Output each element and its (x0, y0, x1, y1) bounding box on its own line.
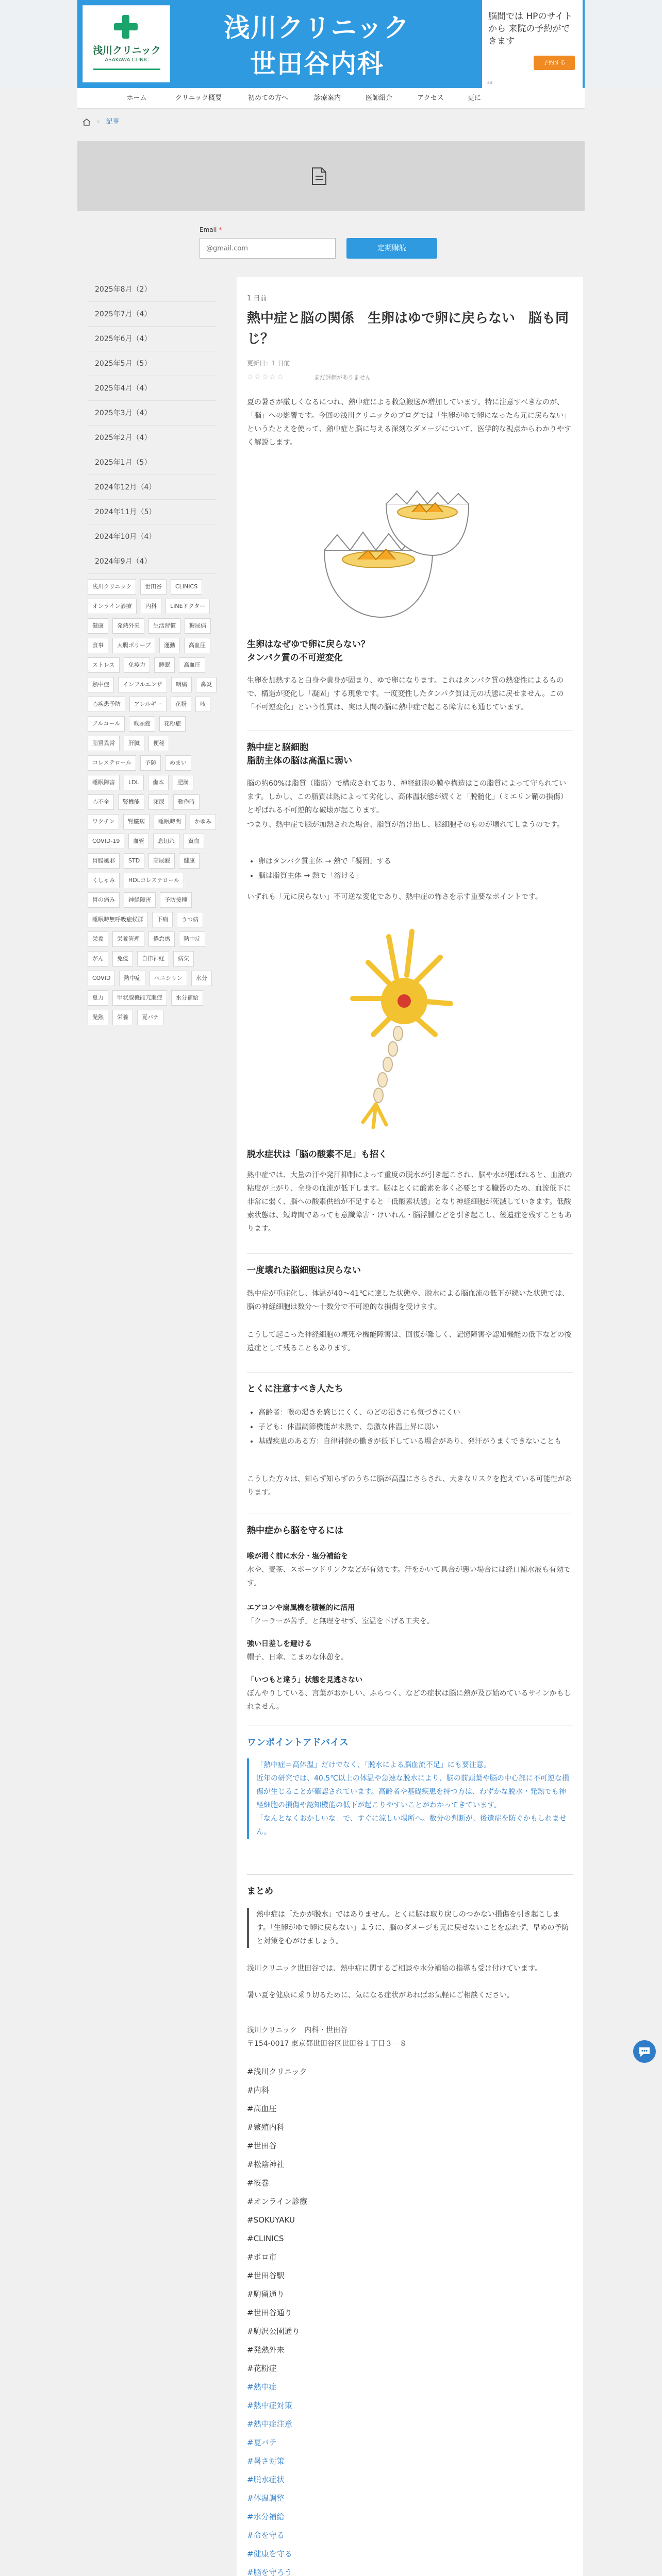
hashtag: #世田谷 (247, 2141, 277, 2150)
bullet-item: • 脳は脂質主体 → 熱で「溶ける」 (258, 869, 573, 883)
section-body: 生卵を加熱すると白身や黄身が固まり、ゆで卵になります。これはタンパク質の熱変性によるもので、構造が変化し「凝固」する現象です。一度変性したタンパク質は元の状態に戻せません。この「不可逆変化」という性質は、実は人間の脳に熱中症で起こる障害にも通じています。 (247, 676, 564, 711)
article-title: 熱中症と脳の関係 生卵はゆで卵に戻らない 脳も同じ？ (247, 311, 569, 347)
section-body: つまり、熱中症で脳が加熱された場合、脂質が溶け出し、脳細胞そのものが壊れてしまうのです。 (247, 821, 564, 829)
chat-icon (633, 2040, 656, 2063)
archive-item[interactable]: 2024年9月（4） (88, 549, 217, 574)
hashtag-link[interactable]: #熱中症注意 (247, 2419, 292, 2429)
clinic-address: 〒154-0017 東京都世田谷区世田谷１丁目３－８ (247, 2040, 407, 2048)
hashtag: #高血圧 (247, 2104, 277, 2113)
sidebar-tag[interactable]: HDLコレステロール (124, 873, 184, 888)
sidebar-tag[interactable]: かゆみ (190, 814, 216, 829)
sidebar-tag[interactable]: オンライン診療 (88, 599, 137, 614)
hashtag: #駒留通り (247, 2290, 285, 2299)
archive-item[interactable]: 2025年4月（4） (88, 376, 217, 401)
post-age: 1 日前 (247, 295, 267, 302)
sidebar-tag[interactable]: 運動 (159, 638, 180, 653)
sidebar-tag[interactable]: がん (88, 951, 108, 967)
sidebar-tag[interactable]: 健康 (179, 853, 200, 869)
ad-text: 脳間では HPのサイトから 来院の予約ができます (488, 11, 573, 46)
cracked-egg-illustration (309, 473, 474, 622)
tip-box: 「熱中症＝高体温」だけでなく、「脱水による脳血流不足」にも要注意。 近年の研究では、40.5℃以上の体温や急速な脱水により、脳の前頭葉や脳の中心部に不可逆な損傷が生じることが確認されています。高齢者や基礎疾患を持つ方は、わずかな脱水・発熱でも神経細胞の損傷や認知機能の低下が起こりやすいことがわかってきています。 「なんとなくおかしいな」で、すぐに涼しい場所へ。数分の判断が、後遺症を防ぐかもしれません。 (247, 1758, 573, 1839)
sidebar-tag[interactable]: 歯本 (148, 775, 169, 790)
ad-footer: ad (487, 80, 492, 85)
sidebar-tag[interactable]: 発熱外来 (112, 618, 144, 634)
sidebar-tag[interactable]: めまい (165, 755, 191, 771)
closing-text: 浅川クリニック世田谷では、熱中症に関するご相談や水分補給の指導も受け付けています。 (247, 1964, 542, 1973)
tip-heading: 喉が渇く前に水分・塩分補給を (247, 1552, 348, 1561)
archive-item[interactable]: 2025年2月（4） (88, 426, 217, 450)
main-nav (77, 88, 585, 109)
hashtag: #松陰神社 (247, 2160, 285, 2169)
sidebar-tag[interactable]: コレステロール (88, 755, 136, 771)
rating-stars[interactable]: ☆☆☆☆☆ まだ評価がありません (247, 373, 371, 381)
email-label: Email * (200, 226, 222, 233)
site-title-line1[interactable]: 浅川クリニック (224, 13, 410, 43)
breadcrumb-separator: › (97, 118, 100, 126)
archive-item[interactable]: 2025年5月（5） (88, 351, 217, 376)
clinic-logo[interactable] (82, 5, 170, 82)
hashtag: #世田谷駅 (247, 2271, 285, 2280)
ad-cta-button[interactable]: 予約する (534, 56, 575, 70)
section-divider (247, 1874, 573, 1875)
tip-heading: エアコンや扇風機を積極的に活用 (247, 1604, 355, 1612)
hashtag: #繁殖内科 (247, 2123, 285, 2132)
section-body: いずれも「元に戻らない」不可逆な変化であり、熱中症の怖さを示す重要なポイントです。 (247, 893, 542, 901)
hashtag-link[interactable]: #水分補給 (247, 2512, 285, 2521)
section-body: 帽子、日傘、こまめな休憩を。 (247, 1653, 348, 1662)
home-icon[interactable] (82, 118, 91, 126)
sidebar-tag[interactable]: 喉頭癌 (129, 716, 155, 732)
section-body: 「クーラーが苦手」と無理をせず、室温を下げる工夫を。 (247, 1617, 434, 1625)
sidebar-tag[interactable]: 動作時 (173, 794, 200, 810)
sidebar-tag[interactable]: 神経障害 (124, 892, 156, 908)
sidebar-tag[interactable]: ペニシリン (150, 971, 187, 986)
sidebar-tag[interactable]: 免疫 (112, 951, 133, 967)
sidebar-tag[interactable]: アレルギー (129, 697, 167, 712)
sidebar-tag[interactable]: 内科 (141, 599, 161, 614)
sidebar-tag[interactable]: ワクチン (88, 814, 119, 829)
bullet-item: • 卵はタンパク質主体 → 熱で「凝固」する (258, 854, 573, 869)
header-ad[interactable] (482, 0, 583, 88)
sidebar-tag[interactable]: 栄養 (112, 1010, 133, 1025)
closing-text: 暑い夏を健康に乗り切るために、気になる症状があればお気軽にご相談ください。 (247, 1991, 514, 1999)
breadcrumb (82, 116, 120, 128)
section-divider (247, 1253, 573, 1254)
document-icon (311, 167, 327, 185)
sidebar-tag[interactable]: 熱中症 (119, 971, 145, 986)
bullet-item: • 子ども：体温調節機能が未熟で、急激な体温上昇に弱い (258, 1420, 573, 1434)
archive-item[interactable]: 2025年7月（4） (88, 302, 217, 327)
sidebar-tag[interactable]: 咽痛 (171, 677, 192, 692)
sidebar-tag[interactable]: インフルエンザ (118, 677, 167, 692)
sidebar-tag[interactable]: 水分 (191, 971, 212, 986)
section-body: 脳の約60%は脂質（脂肪）で構成されており、神経細胞の膜や構造はこの脂質によって守られています。しかし、この脂質は熱によって劣化し、高体温状態が続くと「脱髄化」（ミエリン鞘の損傷）と呼ばれる不可逆的な破壊が起こります。 (247, 779, 568, 815)
sidebar-tag[interactable]: 大腸ポリープ (112, 638, 155, 653)
sidebar-tag[interactable]: 倦怠感 (148, 931, 175, 947)
nav-item-access[interactable]: アクセス (417, 94, 444, 102)
tip-heading: 「いつもと違う」状態を見逃さない (247, 1676, 362, 1684)
hashtag: #筱巻 (247, 2178, 269, 2188)
sidebar-tag[interactable]: 貧血 (184, 834, 204, 849)
archive-item[interactable]: 2024年12月（4） (88, 475, 217, 500)
sidebar-tag[interactable]: 浅川クリニック (88, 579, 136, 595)
sidebar-tag[interactable]: 腎臓病 (123, 814, 150, 829)
sidebar-tag[interactable]: 熱中症 (88, 677, 114, 692)
article-date: 更新日：1 日前 (247, 360, 290, 367)
sidebar-tag[interactable]: うつ病 (177, 912, 203, 927)
sidebar-tag[interactable]: 栄養管理 (112, 931, 144, 947)
hashtag: #花粉症 (247, 2364, 277, 2373)
hashtag-link[interactable]: #体温調整 (247, 2494, 285, 2503)
section-title: 一度壊れた脳細胞は戻らない (247, 1265, 361, 1276)
sidebar-tag[interactable]: 腎機能 (118, 794, 144, 810)
sidebar-tag[interactable]: 睡眠時無呼吸症候群 (88, 912, 148, 927)
clinic-name: 浅川クリニック 内科・世田谷 (247, 2026, 348, 2035)
section-title: 生卵はなぜゆで卵に戻らない？ タンパク質の不可逆変化 (247, 639, 370, 663)
archive-item[interactable]: 2025年3月（4） (88, 401, 217, 426)
sidebar-tag[interactable]: 糖尿病 (185, 618, 211, 634)
hashtag: #ポロ市 (247, 2252, 277, 2262)
sidebar-tag[interactable]: 食事 (88, 638, 108, 653)
hashtag-link[interactable]: #熱中症対策 (247, 2401, 292, 2410)
nav-item-clinic[interactable]: クリニック概要 (175, 94, 222, 102)
sidebar-tag[interactable]: 肝臓 (124, 736, 144, 751)
sidebar-tag[interactable]: 鼻炎 (196, 677, 217, 692)
nav-item-services[interactable]: 診療案内 (313, 94, 341, 102)
section-title: 熱中症と脳細胞 脂肪主体の脳は高温に弱い (247, 742, 352, 766)
nav-item-first-visit[interactable]: 初めての方へ (247, 94, 288, 102)
sidebar-tag[interactable]: 高血圧 (179, 657, 205, 673)
section-body: 熱中症では、大量の汗や発汗抑制によって重度の脱水が引き起こされ、脳や水が運ばれると、血液の粘度が上がり、全身の血流が低下します。脳はとくに酸素を多く必要とする臓器のため、血流低下に非常に弱く、脳への酸素供給が不足すると「低酸素状態」となり神経細胞が死滅していきます。低酸素状態は、短時間であっても意識障害・けいれん・脳浮腫などを引き起こし、後遺症を残すこともあります。 (247, 1171, 572, 1233)
section-body: こうした方々は、知らず知らずのうちに脳が高温にさらされ、大きなリスクを抱えている可能性があります。 (247, 1475, 572, 1497)
sidebar-tag[interactable]: 胃腸風邪 (88, 853, 120, 869)
article (237, 277, 583, 2576)
sidebar-tag[interactable]: 血管 (128, 834, 149, 849)
nav-item-doctor[interactable]: 医師紹介 (365, 94, 392, 102)
logo-text: 浅川クリニック (93, 45, 161, 56)
image-placeholder-banner (77, 141, 585, 211)
bullet-list (247, 854, 573, 883)
sidebar-tag[interactable]: 生活習慣 (148, 618, 180, 634)
hashtag-link[interactable]: #命を守る (247, 2531, 285, 2540)
bullet-list (247, 1405, 573, 1449)
sidebar-tag[interactable]: 夏バテ (137, 1010, 163, 1025)
sidebar-tag[interactable]: 花粉症 (159, 716, 186, 732)
section-body: 熱中症が重症化し、体温が40〜41℃に達した状態や、脱水による脳血流の低下が続いた状態では、脳の神経細胞は数分〜十数分で不可逆的な損傷を受けます。 (247, 1290, 570, 1311)
logo-underline (93, 69, 160, 70)
site-title-line2[interactable]: 世田谷内科 (250, 49, 384, 79)
sidebar-tag[interactable]: 熱中症 (179, 931, 205, 947)
sidebar-tag[interactable]: 胃の痛み (88, 892, 120, 908)
sidebar-tag[interactable]: LINEドクター (166, 599, 210, 614)
section-body: 水や、麦茶、スポーツドリンクなどが有効です。汗をかいて具合が悪い場合には経口補水液も有効です。 (247, 1566, 571, 1587)
email-input[interactable] (200, 238, 336, 259)
hashtag-list (247, 2062, 573, 2576)
section-title: 脱水症状は「脳の酸素不足」も招く (247, 1149, 387, 1160)
sidebar-tag[interactable]: 咳 (195, 697, 210, 712)
sidebar-tag[interactable]: CLINICS (171, 579, 202, 595)
neuron-illustration (322, 916, 482, 1132)
sidebar-tag[interactable]: 健康 (88, 618, 108, 634)
sidebar-tag[interactable]: COVID (88, 971, 115, 986)
nav-item-more[interactable]: 更に (467, 94, 481, 102)
medical-cross-icon (114, 15, 138, 39)
sidebar-tag[interactable]: 心不全 (88, 794, 114, 810)
hashtag: #駒沢公園通り (247, 2327, 300, 2336)
sidebar-tag[interactable]: 睡眠時間 (154, 814, 186, 829)
hashtag: #SOKUYAKU (247, 2215, 295, 2225)
sidebar-tag[interactable]: 世田谷 (140, 579, 167, 595)
sidebar-tag[interactable]: 息切れ (153, 834, 179, 849)
sidebar-tag[interactable]: 脂質異常 (88, 736, 120, 751)
logo-subtitle: ASAKAWA CLINIC (105, 57, 149, 63)
subscribe-button[interactable]: 定期購読 (346, 238, 437, 259)
sidebar-tag[interactable]: 花粉 (171, 697, 191, 712)
site-header (0, 0, 662, 88)
sidebar-tag[interactable]: くしゃみ (88, 873, 120, 888)
archive-item[interactable]: 2025年6月（4） (88, 327, 217, 351)
section-body: ぼんやりしている、言葉がおかしい、ふらつく、などの症状は脳に熱が及び始めているサインかもしれません。 (247, 1689, 571, 1711)
hashtag: #世田谷通り (247, 2308, 292, 2317)
article-intro: 夏の暑さが厳しくなるにつれ、熱中症による救急搬送が増加しています。特に注意すべきなのが、「脳」への影響です。今回の浅川クリニックのブログでは「生卵がゆで卵になったら元に戻らない」というたとえを使って、熱中症と脳に与える深刻なダメージについて、医学的な視点からわかりやすく解説します。 (247, 398, 571, 447)
sidebar-tag[interactable]: 予防接種 (160, 892, 192, 908)
sidebar-tag[interactable]: 頻尿 (148, 794, 169, 810)
hashtag-link[interactable]: #熱中症 (247, 2382, 277, 2392)
sidebar-tag[interactable]: LDL (124, 775, 144, 790)
summary-title: まとめ (247, 1886, 273, 1896)
sidebar-tag[interactable]: 自律神経 (137, 951, 169, 967)
hashtag-link[interactable]: #脱水症状 (247, 2475, 285, 2484)
hashtag: #浅川クリニック (247, 2067, 307, 2076)
sidebar-tag[interactable]: 睡眠障害 (88, 775, 120, 790)
hashtag-link[interactable]: #夏バテ (247, 2438, 277, 2447)
sidebar-tag[interactable]: 免疫力 (124, 657, 150, 673)
hashtag: #発熱外来 (247, 2345, 285, 2354)
sidebar-tag[interactable]: 高尿酸 (148, 853, 175, 869)
sidebar-tag[interactable]: 甲状腺機能亢進症 (112, 990, 167, 1006)
sidebar-tag[interactable]: 予防 (140, 755, 161, 771)
sidebar-tag[interactable]: 肥満 (173, 775, 193, 790)
bullet-item: • 基礎疾患のある方：自律神経の働きが低下している場合があり、発汗がうまくできないことも (258, 1434, 573, 1449)
sidebar-tag[interactable]: 心疾患予防 (88, 697, 125, 712)
sidebar-tag[interactable]: 睡眠 (154, 657, 175, 673)
nav-item-home[interactable]: ホーム (126, 94, 147, 102)
hashtag-link[interactable]: #脳を守ろう (247, 2568, 292, 2576)
sidebar-tag[interactable]: アルコール (88, 716, 125, 732)
header-margin-left (0, 0, 77, 88)
section-title: とくに注意すべき人たち (247, 1384, 343, 1394)
sidebar-tag[interactable]: 水分補給 (171, 990, 203, 1006)
tip-heading: 強い日差しを避ける (247, 1640, 312, 1648)
sidebar-tag[interactable]: ストレス (88, 657, 120, 673)
section-body: こうして起こった神経細胞の壊死や機能障害は、回復が難しく、記憶障害や認知機能の低下などの後遺症として残ることもあります。 (247, 1331, 572, 1352)
hashtag-link[interactable]: #健康を守る (247, 2549, 292, 2558)
archive-item[interactable]: 2024年11月（5） (88, 500, 217, 524)
archive-item[interactable]: 2025年8月（2） (88, 277, 217, 302)
sidebar-tag[interactable]: 発熱 (88, 1010, 108, 1025)
sidebar-tag[interactable]: 下痢 (152, 912, 173, 927)
sidebar-tag[interactable]: 夏力 (88, 990, 108, 1006)
tip-title: ワンポイントアドバイス (247, 1737, 349, 1748)
sidebar-tag[interactable]: 高血圧 (184, 638, 210, 653)
section-title: 熱中症から脳を守るには (247, 1526, 343, 1536)
sidebar-tag[interactable]: 病気 (173, 951, 194, 967)
hashtag: #オンライン診療 (247, 2197, 308, 2206)
sidebar-tag[interactable]: 便秘 (148, 736, 169, 751)
hashtag: #CLINICS (247, 2234, 284, 2243)
rating-note: まだ評価がありません (314, 374, 371, 381)
breadcrumb-current[interactable]: 記事 (106, 118, 120, 126)
sidebar-tag[interactable]: STD (124, 853, 144, 869)
sidebar-tag[interactable]: COVID-19 (88, 834, 124, 849)
hashtag-link[interactable]: #暑さ対策 (247, 2456, 285, 2466)
archive-item[interactable]: 2025年1月（5） (88, 450, 217, 475)
chat-button[interactable] (633, 2040, 656, 2063)
summary-box: 熱中症は「たかが脱水」ではありません。とくに脳は取り戻しのつかない損傷を引き起こします。「生卵がゆで卵に戻らない」ように、脳のダメージも元に戻せないことを忘れず、早めの予防と対策を心がけましょう。 (247, 1908, 573, 1948)
header-margin-right (585, 0, 662, 88)
hashtag: #内科 (247, 2086, 269, 2095)
sidebar-archive (88, 277, 217, 574)
bullet-item: • 高齢者：喉の渇きを感じにくく、のどの渇きにも気づきにくい (258, 1405, 573, 1420)
archive-item[interactable]: 2024年10月（4） (88, 524, 217, 549)
sidebar-tag[interactable]: 栄養 (88, 931, 108, 947)
